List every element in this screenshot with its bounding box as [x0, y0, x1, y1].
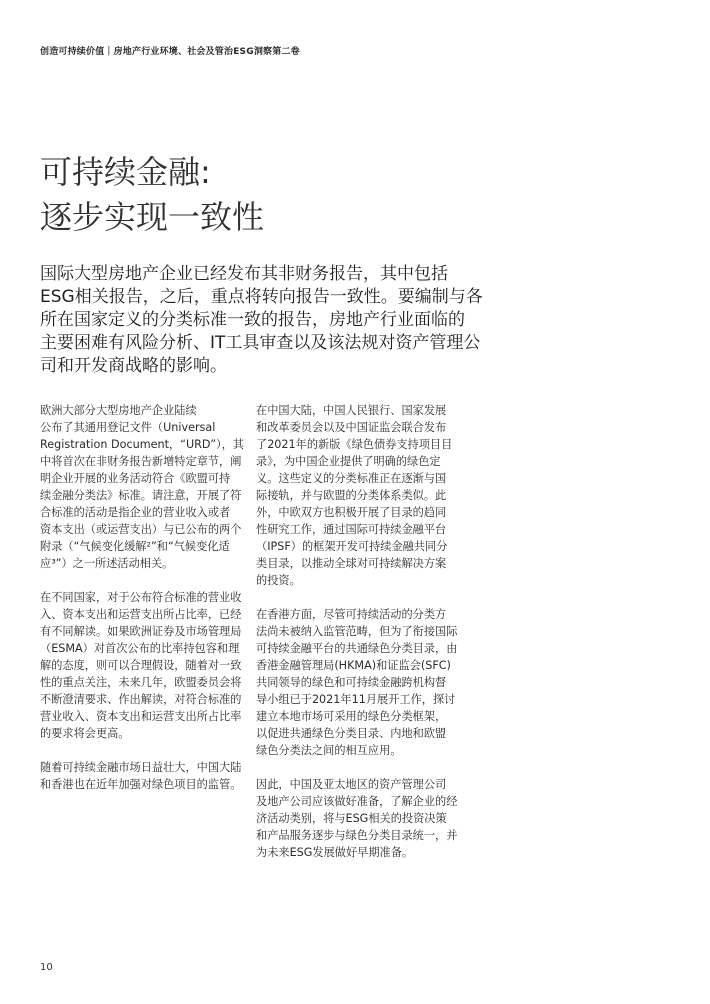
text-line: （ESMA）对首次公布的比率持包容和理 [40, 642, 240, 655]
lead-paragraph [40, 263, 483, 378]
text-line: 了2021年的新版《绿色债券支持项目目 [256, 438, 453, 451]
text-line: 和产品服务逐步与绿色分类目录统一，并 [256, 829, 458, 842]
text-line: 香港金融管理局(HKMA)和证监会(SFC) [256, 659, 451, 672]
text-line: 济活动类别，将与ESG相关的投资决策 [256, 812, 447, 825]
page-title [40, 150, 680, 240]
text-line: 合标准的活动是指企业的营业收入或者 [40, 506, 231, 519]
text-line: 和香港也在近年加强对绿色项目的监管。 [40, 778, 242, 791]
text-line: 在香港方面，尽管可持续活动的分类方 [256, 608, 447, 621]
text-line: 附录（“气候变化缓解²”和“气候变化适 [40, 540, 230, 553]
text-line: 性的重点关注，未来几年，欧盟委员会将 [40, 676, 242, 689]
text-line: 导小组已于2021年11月展开工作，探讨 [256, 693, 456, 706]
lead-line: 国际大型房地产企业已经发布其非财务报告，其中包括 [40, 264, 448, 284]
body-paragraph [40, 759, 246, 793]
text-line: 类目录，以推动全球对可持续解决方案 [256, 557, 447, 570]
text-line: 绿色分类法之间的相互应用。 [256, 744, 402, 757]
text-line: 有不同解读。如果欧洲证券及市场管理局 [40, 625, 242, 638]
text-line: 可持续金融平台的共通绿色分类目录，由 [256, 642, 458, 655]
text-line: 欧洲大部分大型房地产企业陆续 [40, 404, 197, 417]
body-paragraph [40, 402, 246, 572]
text-line: 法尚未被纳入监管范畴，但为了衔接国际 [256, 625, 458, 638]
text-line: 应³”）之一所述活动相关。 [40, 557, 174, 570]
text-line: 入、资本支出和运营支出所占比率，已经 [40, 608, 242, 621]
lead-line: 司和开发商战略的影响。 [40, 356, 227, 376]
text-line: 明企业开展的业务活动符合《欧盟可持 [40, 472, 231, 485]
title-line: 可持续金融: [40, 153, 211, 191]
text-line: 建立本地市场可采用的绿色分类框架， [256, 710, 447, 723]
text-line: 的投资。 [256, 574, 301, 587]
body-paragraph [256, 402, 468, 589]
text-line: 录》，为中国企业提供了明确的绿色定 [256, 455, 441, 468]
left-column [40, 402, 246, 810]
text-line: 因此，中国及亚太地区的资产管理公司 [256, 778, 447, 791]
text-line: 共同领导的绿色和可持续金融跨机构督 [256, 676, 447, 689]
text-line: 义。这些定义的分类标准正在逐渐与国 [256, 472, 447, 485]
title-line: 逐步实现一致性 [40, 198, 265, 236]
body-paragraph [256, 606, 468, 759]
body-paragraph [40, 589, 246, 742]
body-paragraph [256, 776, 468, 861]
right-column [256, 402, 468, 878]
lead-line: 所在国家定义的分类标准一致的报告，房地产行业面临的 [40, 310, 465, 330]
text-line: Registration Document，“URD”），其 [40, 438, 244, 451]
text-line: 资本支出（或运营支出）与已公布的两个 [40, 523, 242, 536]
text-line: 公布了其通用登记文件（Universal [40, 421, 216, 434]
running-header: 创造可持续价值｜房地产行业环境、社会及管治ESG洞察第二卷 [40, 47, 300, 57]
text-line: 外，中欧双方也积极开展了目录的趋同 [256, 506, 447, 519]
text-line: 中将首次在非财务报告新增特定章节，阐 [40, 455, 242, 468]
lead-line: 主要困难有风险分析、IT工具审查以及该法规对资产管理公 [40, 333, 481, 353]
text-line: 在中国大陆，中国人民银行、国家发展 [256, 404, 447, 417]
text-line: 及地产公司应该做好准备，了解企业的经 [256, 795, 458, 808]
text-line: 以促进共通绿色分类目录、内地和欧盟 [256, 727, 447, 740]
text-line: 随着可持续金融市场日益壮大，中国大陆 [40, 761, 242, 774]
lead-line: ESG相关报告，之后，重点将转向报告一致性。要编制与各 [40, 287, 483, 307]
text-line: 续金融分类法》标准。请注意，开展了符 [40, 489, 242, 502]
text-line: 在不同国家，对于公布符合标准的营业收 [40, 591, 242, 604]
text-line: 际接轨，并与欧盟的分类体系类似。此 [256, 489, 447, 502]
text-line: 性研究工作，通过国际可持续金融平台 [256, 523, 447, 536]
text-line: （IPSF）的框架开发可持续金融共同分 [256, 540, 448, 553]
text-line: 不断澄清要求、作出解读，对符合标准的 [40, 693, 242, 706]
page-number: 10 [40, 962, 53, 973]
text-line: 解的态度，则可以合理假设，随着对一致 [40, 659, 242, 672]
text-line: 营业收入、资本支出和运营支出所占比率 [40, 710, 242, 723]
text-line: 和改革委员会以及中国证监会联合发布 [256, 421, 447, 434]
text-line: 的要求将会更高。 [40, 727, 130, 740]
text-line: 为未来ESG发展做好早期准备。 [256, 846, 414, 859]
